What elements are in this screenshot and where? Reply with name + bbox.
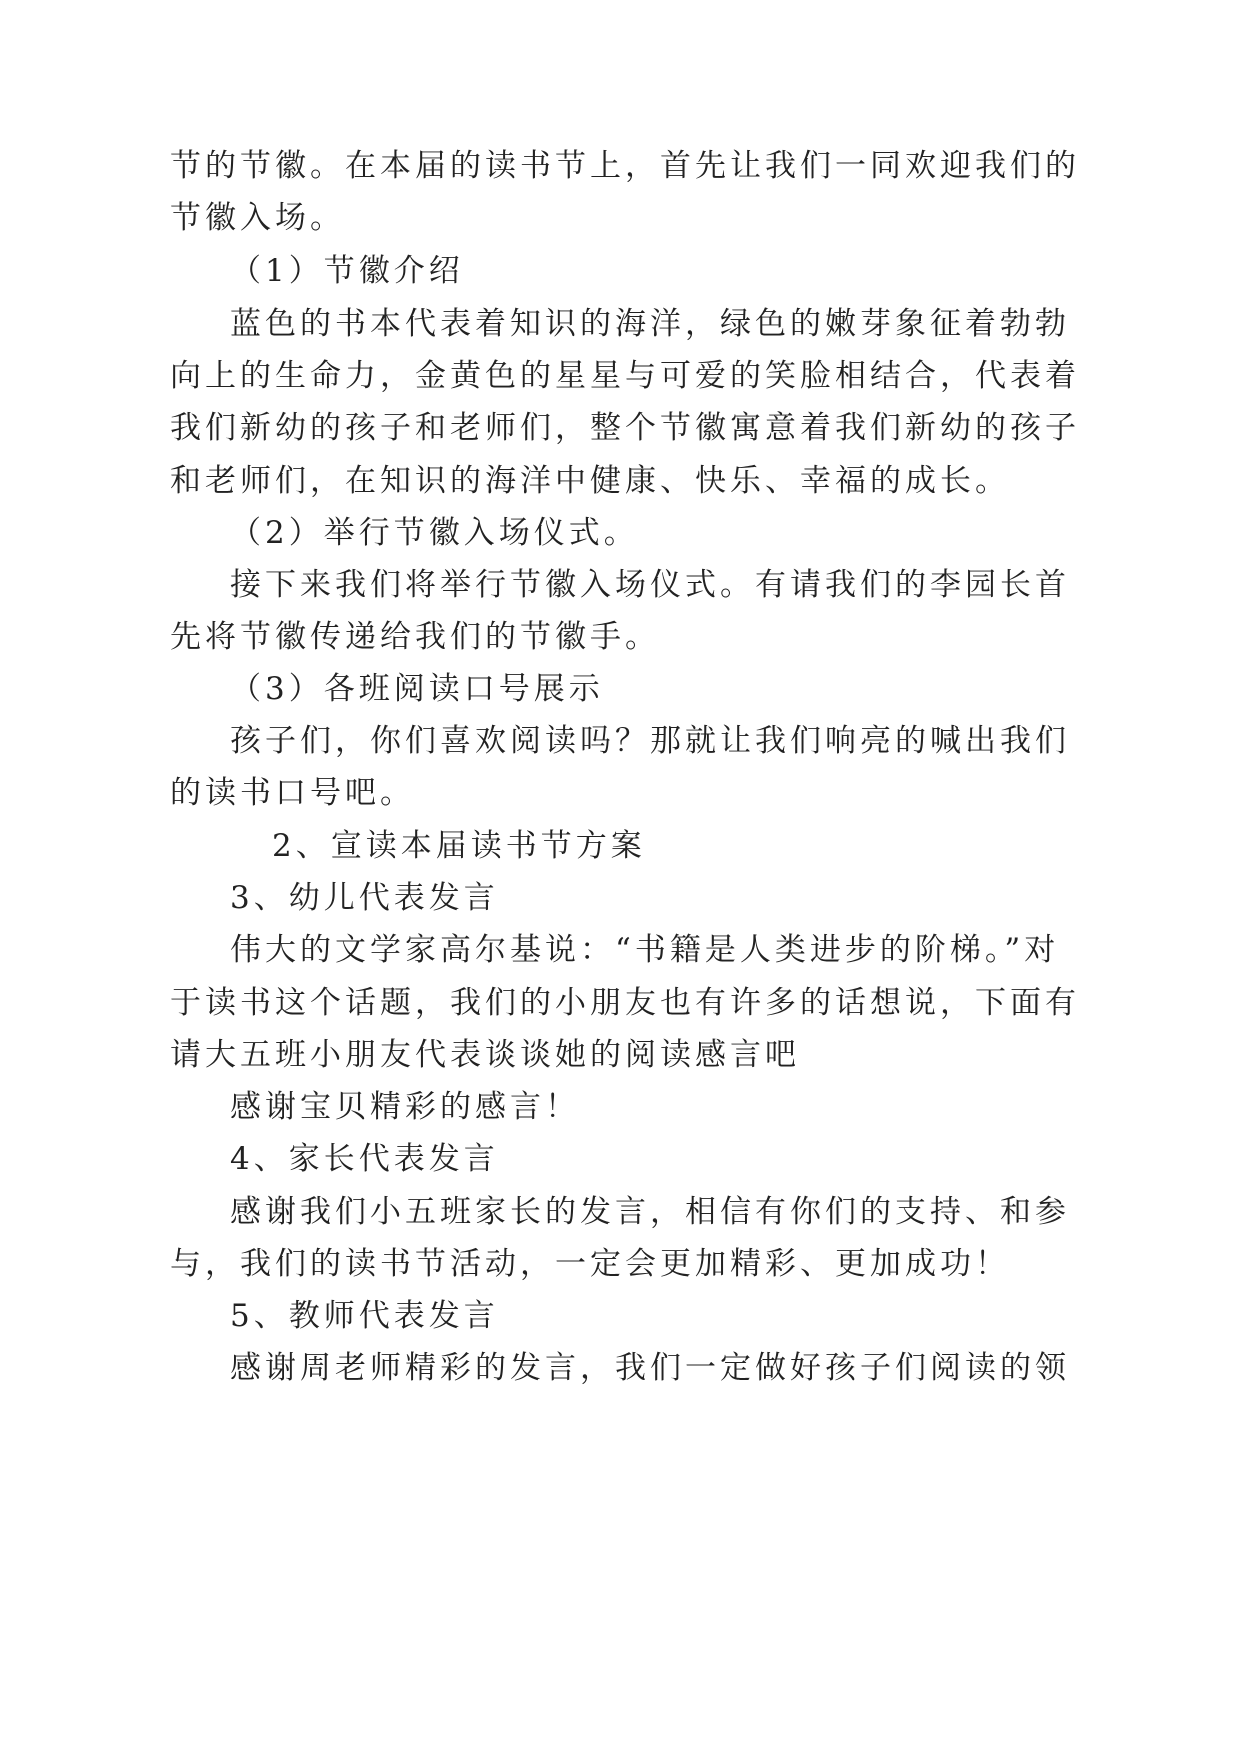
- text-line: 先将节徽传递给我们的节徽手。: [170, 619, 660, 655]
- text-line: 的读书口号吧。: [170, 775, 415, 811]
- text-line: 2、宣读本届读书节方案: [272, 828, 646, 864]
- text-line: （3）各班阅读口号展示: [230, 671, 604, 707]
- text-line: （2）举行节徽入场仪式。: [230, 515, 639, 551]
- text-line: 孩子们，你们喜欢阅读吗？那就让我们响亮的喊出我们: [230, 723, 1070, 759]
- text-line: 与，我们的读书节活动，一定会更加精彩、更加成功！: [170, 1246, 1010, 1282]
- text-line: （1）节徽介绍: [230, 253, 464, 289]
- text-line: 感谢我们小五班家长的发言，相信有你们的支持、和参: [230, 1194, 1070, 1230]
- text-line: 接下来我们将举行节徽入场仪式。有请我们的李园长首: [230, 567, 1070, 603]
- text-line: 于读书这个话题，我们的小朋友也有许多的话想说，下面有: [170, 985, 1080, 1021]
- text-line: 感谢宝贝精彩的感言！: [230, 1089, 580, 1125]
- text-line: 节的节徽。在本届的读书节上，首先让我们一同欢迎我们的: [170, 148, 1080, 184]
- text-line: 和老师们，在知识的海洋中健康、快乐、幸福的成长。: [170, 463, 1010, 499]
- text-line: 蓝色的书本代表着知识的海洋，绿色的嫩芽象征着勃勃: [230, 306, 1070, 342]
- text-line: 感谢周老师精彩的发言，我们一定做好孩子们阅读的领: [230, 1350, 1070, 1386]
- text-line: 5、教师代表发言: [230, 1298, 499, 1334]
- text-line: 我们新幼的孩子和老师们，整个节徽寓意着我们新幼的孩子: [170, 410, 1080, 446]
- text-line: 向上的生命力，金黄色的星星与可爱的笑脸相结合，代表着: [170, 358, 1080, 394]
- text-line: 请大五班小朋友代表谈谈她的阅读感言吧: [170, 1037, 800, 1073]
- text-line: 节徽入场。: [170, 200, 345, 236]
- text-line: 3、幼儿代表发言: [230, 880, 499, 916]
- text-line: 伟大的文学家高尔基说：“书籍是人类进步的阶梯。”对: [230, 932, 1060, 968]
- text-line: 4、家长代表发言: [230, 1141, 499, 1177]
